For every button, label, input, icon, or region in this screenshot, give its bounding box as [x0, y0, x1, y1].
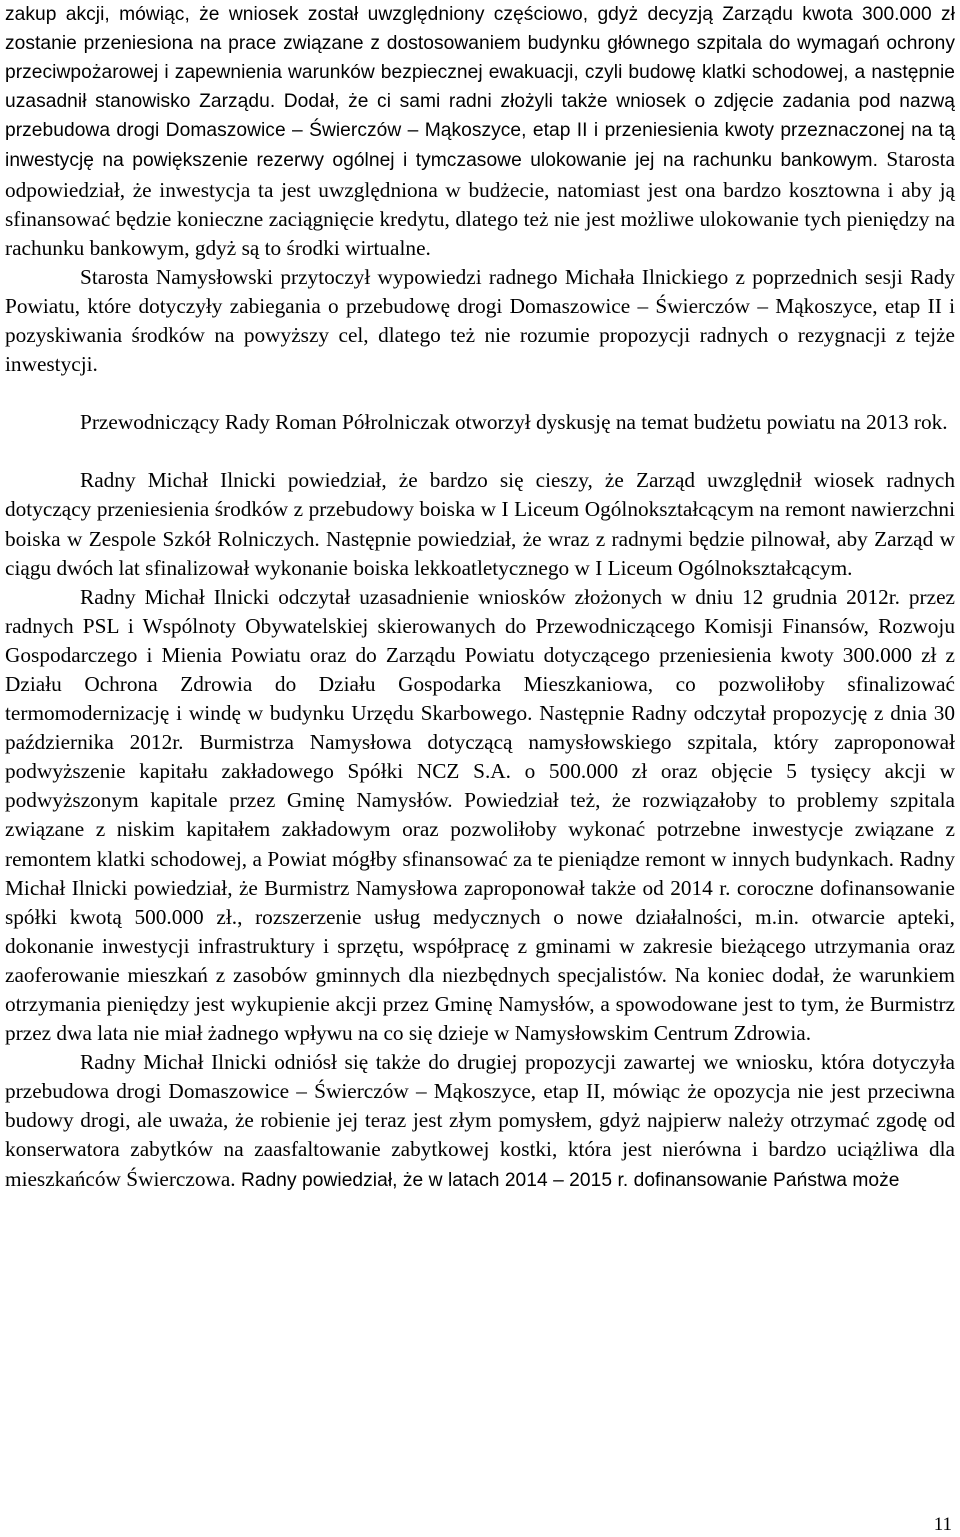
paragraph-2: [5, 263, 955, 379]
paragraph-5: [5, 583, 955, 1049]
paragraph-4: [5, 466, 955, 582]
paragraph-1-text-b: Starosta odpowiedział, że inwestycja ta jest uwzględniona w budżecie, natomiast jest ona bardzo kosztowna i aby ją sfinansować będzie konieczne zaciągnięcie kredytu, dlatego też nie jest możliwe ulokowanie tych pieniędzy na rachunku bankowym, gdyż są to środki wirtualne.: [5, 147, 955, 260]
paragraph-gap: [5, 379, 955, 408]
paragraph-1-text-a: zakup akcji, mówiąc, że wniosek został uwzględniony częściowo, gdyż decyzją Zarządu kwota 300.000 zł zostanie przeniesiona na prace związane z dostosowaniem budynku głównego szpitala do wymagań ochrony przeciwpożarowej i zapewnienia warunków bezpiecznej ewakuacji, czyli budowę klatki schodowej, a następnie uzasadnił stanowisko Zarządu. Dodał, że ci sami radni złożyli także wniosek o zdjęcie zadania pod nazwą przebudowa drogi Domaszowice – Świerczów – Mąkoszyce, etap II i przeniesienia kwoty przeznaczonej na tą inwestycję na powiększenie rezerwy ogólnej i tymczasowe ulokowanie jej na rachunku bankowym.: [5, 4, 955, 172]
document-page: [5, 0, 955, 1195]
paragraph-2-text: Starosta Namysłowski przytoczył wypowiedzi radnego Michała Ilnickiego z poprzednich sesji Rady Powiatu, które dotyczyły zabiegania o przebudowę drogi Domaszowice – Świerczów – Mąkoszyce, etap II i pozyskiwania środków na powyższy cel, dlatego też nie rozumie propozycji radnych o rezygnacji z tejże inwestycji.: [5, 264, 955, 377]
paragraph-6-text-a: Radny Michał Ilnicki odniósł się także do drugiej propozycji zawartej we wniosku, która dotyczyła przebudowa drogi Domaszowice – Świerczów – Mąkoszyce, etap II, mówiąc że opozycja nie jest przeciwna budowy drogi, ale uważa, że robienie jej teraz jest złym pomysłem, gdyż najpierw należy otrzymać zgodę od konserwatora zabytków na zaasfaltowanie zabytkowej kostki, która jest nierówna i bardzo uciążliwa dla mieszkańców Świerczowa.: [5, 1050, 955, 1191]
paragraph-3-text: Przewodniczący Rady Roman Półrolniczak otworzył dyskusję na temat budżetu powiatu na 2013 rok.: [80, 410, 948, 435]
paragraph-5-text: Radny Michał Ilnicki odczytał uzasadnienie wniosków złożonych w dniu 12 grudnia 2012r. przez radnych PSL i Wspólnoty Obywatelskiej skierowanych do Przewodniczącego Komisji Finansów, Rozwoju Gospodarczego i Mienia Powiatu oraz do Zarządu Powiatu dotyczącego przeniesienia kwoty 300.000 zł z Działu Ochrona Zdrowia do Działu Gospodarka Mieszkaniowa, co pozwoliłoby sfinalizować termomodernizację i windę w budynku Urzędu Skarbowego. Następnie Radny odczytał propozycję z dnia 30 października 2012r. Burmistrza Namysłowa dotyczącą namysłowskiego szpitala, który zaproponował podwyższenie kapitału zakładowego Spółki NCZ S.A. o 500.000 zł oraz objęcie 5 tysięcy akcji w podwyższonym kapitale przez Gminę Namysłów. Powiedział też, że rozwiązałoby to problemy szpitala związane z niskim kapitałem zakładowym oraz pozwoliłoby wykonać potrzebne inwestycje związane z remontem klatki schodowej, a Powiat mógłby sfinansować za te pieniądze remont w innych budynkach. Radny Michał Ilnicki powiedział, że Burmistrz Namysłowa zaproponował także od 2014 r. coroczne dofinansowanie spółki kwotą 500.000 zł., rozszerzenie usług medycznych o nowe działalności, m.in. otwarcie apteki, dokonanie inwestycji infrastruktury i sprzętu, współpracę z gminami w zakresie bieżącego utrzymania oraz zaoferowanie mieszkań z zasobów gminnych dla niezbędnych specjalistów. Na koniec dodał, że warunkiem otrzymania pieniędzy jest wykupienie akcji przez Gminę Namysłów, a spowodowane jest to tym, że Burmistrz przez dwa lata nie miał żadnego wpływu na co się dzieje w Namysłowskim Centrum Zdrowia.: [5, 584, 955, 1046]
paragraph-3: [5, 408, 955, 437]
paragraph-gap: [5, 437, 955, 466]
paragraph-6-text-b: Radny powiedział, że w latach 2014 – 2015 r. dofinansowanie Państwa może: [240, 1169, 900, 1191]
paragraph-1: [5, 0, 955, 263]
page-number: 11: [933, 1514, 952, 1535]
paragraph-6: [5, 1048, 955, 1194]
paragraph-4-text: Radny Michał Ilnicki powiedział, że bardzo się cieszy, że Zarząd uwzględnił wiosek radnych dotyczący przeniesienia środków z przebudowy boiska w I Liceum Ogólnokształcącym na remont nawierzchni boiska w Zespole Szkół Rolniczych. Następnie powiedział, że wraz z radnymi będzie pilnował, aby Zarząd w ciągu dwóch lat sfinalizował wykonanie boiska lekkoatletycznego w I Liceum Ogólnokształcącym.: [5, 468, 955, 580]
